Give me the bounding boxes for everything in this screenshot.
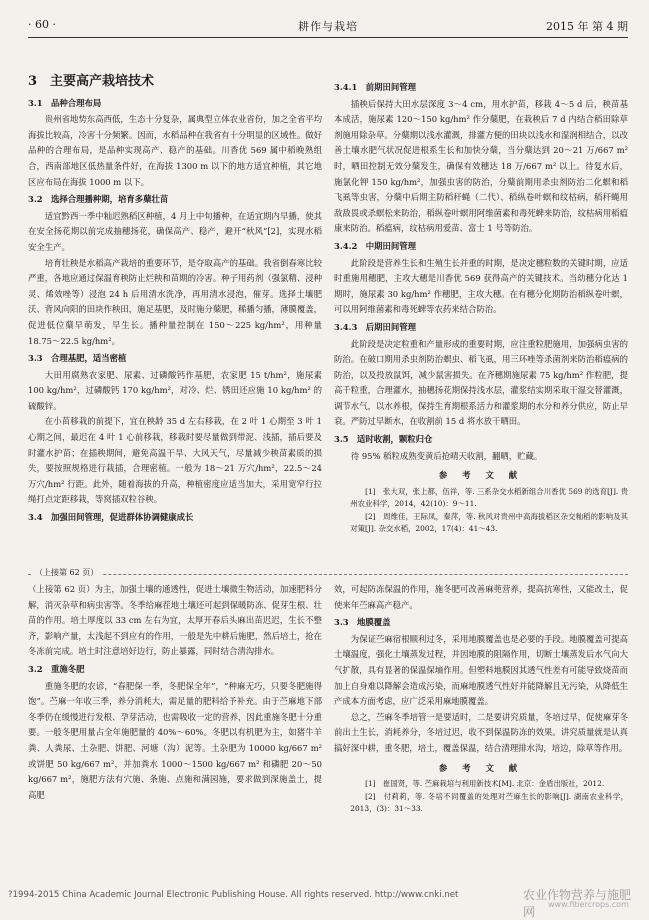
references-heading: 参 考 文 献 xyxy=(438,470,524,481)
journal-title: 耕作与栽培 xyxy=(298,20,358,33)
reference-item: [1] 张大双，张上都，伍祥，等. 三系杂交水稻新组合川香优 569 的选育[J]. 贵州农业科学，2014，42(10)：9～11. xyxy=(350,486,628,509)
paragraph: 培育壮秧是水稻高产栽培的重要环节，是夺取高产的基础。我省倒春寒比较严重，各地应通过保温育秧防止烂秧和苗期的冷害。种子用药剂（强氯精、浸种灵、烯效唑等）浸泡 24 h 后用清水洗净，再用清水浸泡，催芽。选择土壤肥沃、背风向阳的田块作秧田，施足基肥，及时施分蘖肥，稀播匀播，薄膜覆盖，促进低位蘖早萌发，早生长。播种量控制在 150～225 kg/hm²，用种量 18.75～22.5 kg/hm²。 xyxy=(28,257,322,346)
left-column-upper xyxy=(28,72,322,527)
paragraph: 贵州省地势东高西低，生态十分复杂，属典型立体农业省份，加之全省平均海拔比较高，冷害十分频繁。因而，水稻品种在我省有十分明显的区域性。做好品种的合理布局，是品种实现高产、稳产的基础。川香优 569 属中稻晚熟组合，西南部地区低热量条件好，在海拔 1300 m 以下的地方适宜种植，其它地区应布局在海拔 1000 m 以下。 xyxy=(28,114,322,187)
reference-item: [2] 付莉莉，等. 冬培不同覆盖的处理对苎麻生长的影响[J]. 湖南农业科学，2013，(3)：31～33. xyxy=(350,791,628,814)
subsection-heading: 3.4 加强田间管理，促进群体协调健康成长 xyxy=(28,512,194,523)
subsection-heading: 3.1 品种合理布局 xyxy=(28,97,102,108)
paragraph: （上接第 62 页）为主，加强土壤的通透性，促进土壤微生物活动，加速肥料分解，消灭杂草和病虫害等。冬季给麻茬地土壤还可起到保暖防冻、促芽生根、壮苗的作用。培土厚度以 33 cm 左右为宜，太厚开春后头麻出苗迟迟，生长不整齐，影响产量，太浅起不到应有的作用，一般是先中耕后施肥，然后培土，抢在冬冻前完成。培土时注意培好边行，防止暴露，同时结合清沟排水。 xyxy=(28,584,322,657)
subsection-heading: 3.5 适时收割，颗粒归仓 xyxy=(334,434,433,445)
continuation-note: （上接第 62 页） xyxy=(32,567,101,578)
paragraph: 此阶段是决定粒重和产量形成的重要时期，应注重粒肥施用，加强病虫害的防治。在破口期用杀虫剂防治螟虫、稻飞虱，用三环唑等杀菌剂来防治稻瘟病的防治，以及投放鼠饵，减少鼠害损失。在齐穗期施尿素 75 kg/hm² 作粒肥，提高千粒重，合理灌水，抽穗扬花期保持浅水层，灌浆结实期采取干湿交替灌溉，调节水气，以水养根，保持生育期根系活力和灌浆期的水分和养分供应，防止早衰。严防过早断水，在收割前 15 d 将水放干晒田。 xyxy=(334,338,628,427)
running-header xyxy=(28,14,628,36)
right-column-lower xyxy=(334,582,628,816)
paragraph: 为保证苎麻宿根顺利过冬，采用地膜覆盖也是必要的手段。地膜覆盖可提高土壤温度，强化土壤蒸发过程，并因地膜的阻隔作用，切断土壤蒸发后水气向大气扩散，具有显著的保温保墒作用。但塑料地膜因其透气性差有可能导致烧苗而加上自身难以降解会造成污染，而麻地膜透气性好并能降解且无污染，从降低生产成本方面考虑，应广泛采用麻地膜覆盖。 xyxy=(334,633,628,707)
paragraph: 插秧后保持大田水层深度 3～4 cm，用水护苗，移栽 4～5 d 后，秧苗基本成活，施尿素 120～150 kg/hm² 作分蘖肥，在栽秧后 7 d 内结合稻田除草剂施用除杂草。分蘖期以浅水灌溉，排灌方便的田块以浅水和湿润相结合，以改善土壤水肥气状况促进根系生长和加快分蘖，当分蘖达到 20～21 万/667 m² 时，晒田控制无效分蘖发生，确保有效穗达 18 万/667 m² 以上。待复水后，施氯化钾 150 kg/hm²，加强虫害的防治，分蘖前期用杀虫剂防治二化螟和稻飞虱等虫害，分蘖中后期主防稻秆蝇（二代）、稻纵卷叶螟和纹枯病，稻秆蝇用敌敌畏或杀螟松来防治，稻纵卷叶螟用阿维菌素和毒死蜱来防治，纹枯病用稻瘟康来防治。稻瘟病，纹枯病用爱苗、富士 1 号等防治。 xyxy=(334,98,628,234)
right-column-upper xyxy=(334,78,628,536)
section-heading: 3 主要高产栽培技术 xyxy=(28,74,155,89)
issue-label: 2015 年 第 4 期 xyxy=(546,20,628,33)
subsection-heading: 3.4.1 前期田间管理 xyxy=(334,82,416,92)
copyright-line: ?1994-2015 China Academic Journal Electronic Publishing House. All rights reserved. http://www.cnki.net xyxy=(8,890,459,900)
paragraph: 待 95% 稻粒成熟变黄后抢晴天收割，翻晒，贮藏。 xyxy=(350,450,543,461)
article-separator xyxy=(28,568,628,577)
paragraph: 大田用腐熟农家肥、尿素、过磷酸钙作基肥，农家肥 15 t/hm²，施尿素 100 kg/hm²，过磷酸钙 170 kg/hm²，对冷、烂、锈田还应施 10 kg/hm² 的硫酸锌。 xyxy=(28,369,322,411)
reference-item: [2] 周维佳，王际凤，秦萍，等. 秋风对贵州中高海拔稻区杂交籼稻的影响及其对策[J]. 杂交水稻，2002，17(4)：41～43. xyxy=(350,511,628,534)
subsection-heading: 3.4.2 中期田间管理 xyxy=(334,240,416,251)
watermark-url: www.fibercrops.com xyxy=(548,900,629,909)
paragraph: 在小苗移栽的前提下，宜在秧龄 35 d 左右移栽，在 2 叶 1 心期至 3 叶 1 心期之间，最迟在 4 叶 1 心前移栽，移栽时要尽量做到带泥、浅插，插后要及时灌水护苗；在插秧期间，避免高温干旱、大风天气，尽量减少秧苗素质的损失，要按照规格进行栽插，合理密植。一般为 18～21 万穴/hm²，22.5～24 万穴/hm² 行距。此外，随着海拔的升高，种植密度应适当加大，采用宽窄行拉绳打点定距移栽，等窝插双粒谷秧。 xyxy=(28,416,322,505)
subsection-heading: 3.3 地膜覆盖 xyxy=(334,617,391,628)
subsection-heading: 3.3 合理基肥，适当密植 xyxy=(28,353,127,364)
paragraph: 效，可起防冻保温的作用，施冬肥可改善麻蔸营养，提高抗寒性，又能改土，促使来年苎麻高产稳产。 xyxy=(334,584,628,610)
subsection-heading: 3.2 选择合理播种期，培育多蘖壮苗 xyxy=(28,194,169,205)
reference-item: [1] 崔国贤，等. 苎麻栽培与利用新技术[M]. 北京：金盾出版社，2012. xyxy=(365,779,605,789)
paragraph: 此阶段是营养生长和生殖生长并重的时期，是决定穗粒数的关键时期，应适时重施用穗肥，主攻大穗是川香优 569 获得高产的关键技术。当幼穗分化达 1 期时，施尿素 30 kg/hm² 作穗肥，主攻大穗。在有穗分化期防治稻纵卷叶螟，可以用阿维菌素和毒死蜱等农药来结合防治。 xyxy=(334,257,628,315)
watermark-text: 农业作物营养与施肥网 xyxy=(523,888,632,919)
paragraph: 适宜黔西一季中籼迟熟稻区种植，4 月上中旬播种，在适宜期内早播，使其在安全扬花期以前完成抽穗扬花，确保高产、稳产，避开“秋风”[2]，实现水稻安全生产。 xyxy=(28,210,322,252)
subsection-heading: 3.4.3 后期田间管理 xyxy=(334,321,416,332)
subsection-heading: 3.2 重施冬肥 xyxy=(28,663,85,674)
paragraph: 重施冬肥的农谚，“春肥保一季，冬肥保全年”，“种麻无巧，只要冬肥施得饱”。苎麻一年收三季，养分消耗大，需足量的肥料给予补充。由于苎麻地下部冬季仍在缓慢进行发根、孕芽活动，也需吸收一定的营养，因此重施冬肥十分重要。一般冬肥用量占全年施肥量的 40%～60%。冬肥以有机肥为主，如猪牛羊粪、人粪尿、土杂肥、饼肥、河塘（沟）泥等。土杂肥为 10000 kg/667 m² 或饼肥 50 kg/667 m²，并加粪水 1000～1500 kg/667 m² 和磷肥 20～50 kg/667 m²，施肥方法有穴施、条施、点施和满园施，要求做到深施盖土，提高肥 xyxy=(28,680,322,800)
paragraph: 总之，苎麻冬季培管一是要适时，二是要讲究质量，冬培过早，促使麻芽冬前出土生长，消耗养分，冬培过迟，收不到保温防冻的效果。讲究质量就是认真搞好深中耕，重冬肥，培土，覆盖保温，结合清理排水沟，培边，除草等作用。 xyxy=(334,711,628,753)
page-number: · 60 · xyxy=(28,18,56,31)
references-heading: 参 考 文 献 xyxy=(438,762,524,773)
header-rule xyxy=(28,37,628,38)
left-column-lower xyxy=(28,582,322,803)
